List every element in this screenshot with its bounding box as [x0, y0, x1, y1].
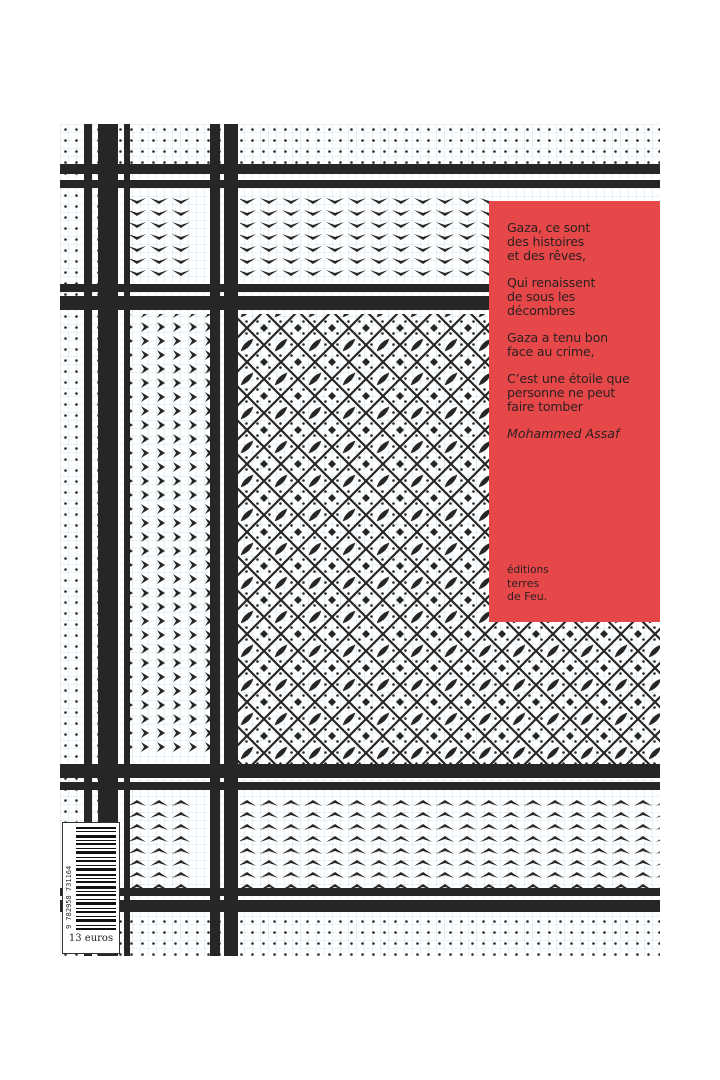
publisher-line-1: éditions — [507, 564, 549, 576]
barcode-icon — [76, 827, 116, 931]
poem-panel — [489, 201, 660, 622]
poem-stanza-1: Gaza, ce sont des histoires et des rêves, — [507, 220, 591, 263]
publisher-line-2: terres — [507, 577, 540, 590]
price-label: 13 euros — [68, 933, 114, 944]
barcode-digits: 9 782958 731164 — [65, 865, 73, 929]
poem-stanza-2: Qui renaissent de sous les décombres — [507, 275, 596, 318]
barcode — [62, 822, 120, 954]
poem-author: Mohammed Assaf — [507, 426, 620, 441]
publisher-logo — [507, 564, 549, 603]
poem-stanza-3: Gaza a tenu bon face au crime, — [507, 330, 608, 359]
publisher-line-3: de Feu. — [507, 590, 548, 603]
poem-stanza-4: C’est une étoile que personne ne peut faire tomber — [507, 371, 630, 414]
